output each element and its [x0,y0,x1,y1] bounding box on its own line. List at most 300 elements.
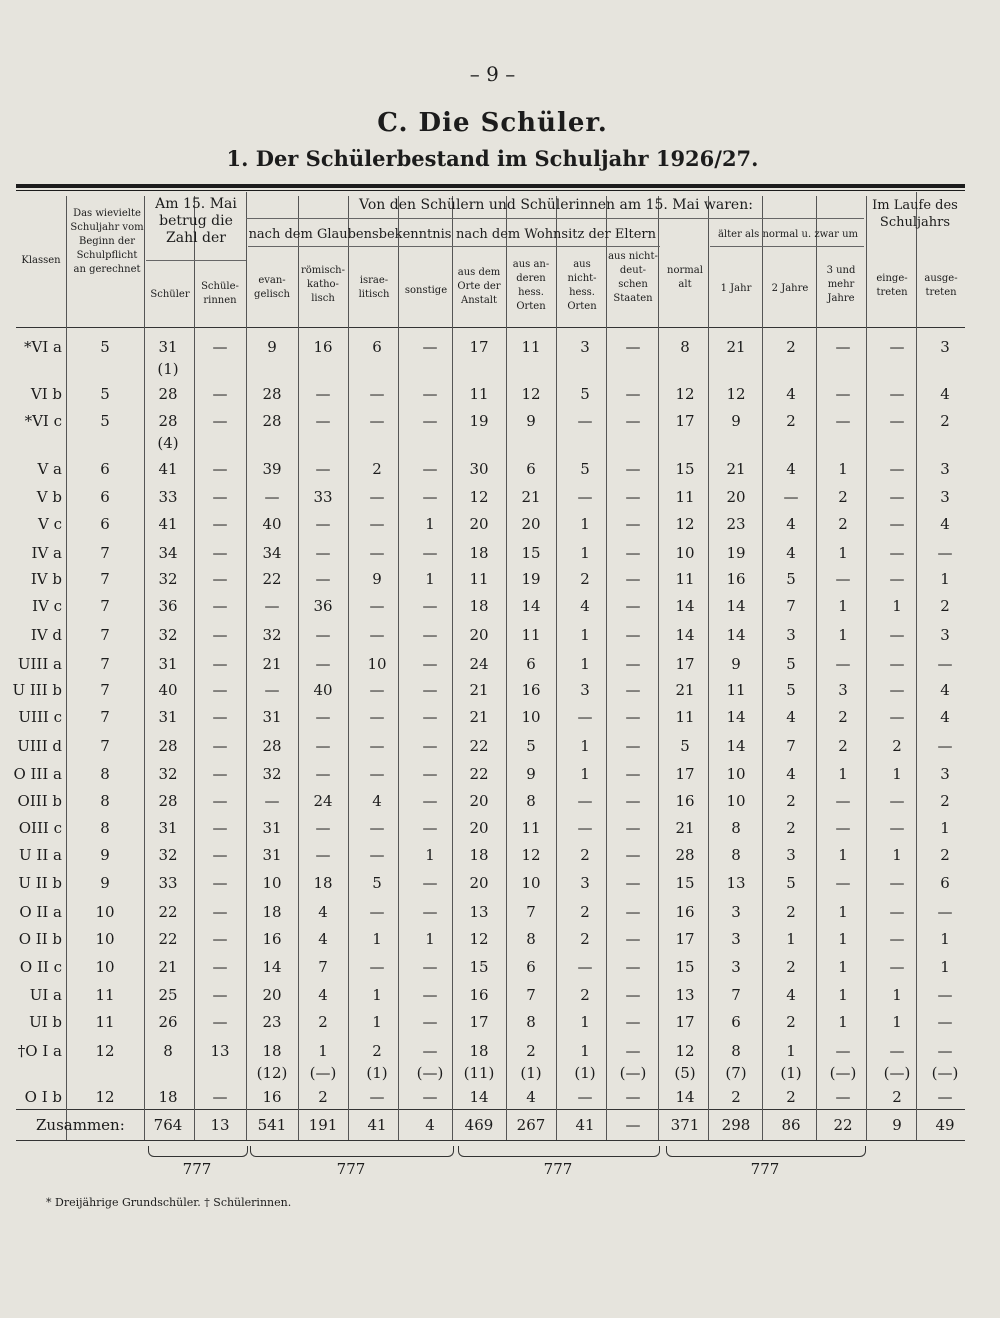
table-cell: 11 [726,681,746,699]
table-cell: — [835,1088,851,1106]
table-cell: — [889,385,905,403]
table-cell: 8 [526,930,536,948]
table-cell: 2 [892,1088,902,1106]
table-cell: — [577,792,593,810]
table-cell: 1 [838,903,848,921]
table-cell: 13 [210,1042,230,1060]
class-label: OIII b [17,792,62,810]
table-cell: 31 [262,708,282,726]
header-israelitisch: israe-litisch [358,275,390,300]
table-cell: 12 [95,1042,115,1060]
table-cell: 3 [940,460,950,478]
table-subcell: (1) [574,1064,596,1082]
table-cell: 3 [731,958,741,976]
table-cell: 5 [100,385,110,403]
table-cell: — [422,544,438,562]
table-cell: — [625,515,641,533]
table-cell: 41 [158,460,178,478]
table-cell: — [835,412,851,430]
totals-cell: 86 [781,1116,801,1134]
table-cell: — [369,385,385,403]
table-cell: 10 [95,903,115,921]
table-cell: — [889,1042,905,1060]
table-cell: 1 [940,819,950,837]
totals-cell: 541 [257,1116,287,1134]
class-label: IV c [32,597,62,615]
table-cell: 6 [940,874,950,892]
table-cell: 24 [469,655,489,673]
table-cell: 22 [158,903,178,921]
table-cell: 1 [838,930,848,948]
table-cell: 28 [262,412,282,430]
class-label: U II b [18,874,62,892]
table-cell: 2 [318,1013,328,1031]
table-cell: 3 [786,846,796,864]
table-cell: 8 [100,819,110,837]
table-cell: — [625,708,641,726]
table-cell: 3 [838,681,848,699]
table-cell: 17 [675,765,695,783]
table-cell: — [625,930,641,948]
table-cell: 4 [372,792,382,810]
table-cell: — [212,765,228,783]
table-cell: — [369,1088,385,1106]
table-cell: — [889,708,905,726]
table-cell: 7 [100,655,110,673]
table-cell: — [422,903,438,921]
table-cell: 5 [580,460,590,478]
table-cell: — [315,570,331,588]
table-cell: — [625,570,641,588]
table-cell: — [212,792,228,810]
table-cell: 2 [580,930,590,948]
table-cell: — [625,488,641,506]
table-cell: — [422,737,438,755]
table-cell: — [369,681,385,699]
table-cell: 41 [158,515,178,533]
header-3-jahre: 3 und mehr Jahre [826,265,856,304]
class-label: V b [36,488,62,506]
totals-cell: 371 [670,1116,700,1134]
table-subcell: (5) [674,1064,696,1082]
table-cell: 4 [786,986,796,1004]
table-cell: — [369,488,385,506]
header-sonstige: sonstige [404,285,448,296]
table-cell: 2 [838,708,848,726]
table-cell: 32 [158,846,178,864]
table-cell: 7 [526,986,536,1004]
table-cell: — [369,515,385,533]
totals-cell: — [625,1116,641,1134]
sum-brace [250,1146,454,1157]
table-cell: 6 [100,488,110,506]
table-cell: — [369,819,385,837]
table-cell: — [212,737,228,755]
table-cell: 1 [372,1013,382,1031]
table-cell: 23 [726,515,746,533]
class-label: IV d [30,626,62,644]
class-label: UIII c [18,708,62,726]
table-cell: — [937,544,953,562]
totals-top-rule [16,1109,965,1110]
table-cell: — [422,765,438,783]
table-cell: 1 [838,765,848,783]
table-cell: — [212,874,228,892]
table-cell: 15 [521,544,541,562]
table-cell: — [422,1013,438,1031]
table-cell: — [212,655,228,673]
table-cell: 1 [580,655,590,673]
table-cell: — [625,986,641,1004]
table-cell: — [835,792,851,810]
table-cell: — [577,708,593,726]
table-cell: 32 [158,626,178,644]
table-cell: 9 [372,570,382,588]
table-cell: 7 [786,737,796,755]
table-cell: — [369,412,385,430]
table-cell: — [889,488,905,506]
table-cell: — [625,655,641,673]
table-cell: 11 [469,570,489,588]
totals-cell: 22 [833,1116,853,1134]
table-cell: — [889,681,905,699]
table-cell: 10 [726,792,746,810]
table-cell: 2 [786,1013,796,1031]
table-cell: — [889,819,905,837]
header-roemisch: römisch-katho-lisch [300,265,346,304]
table-cell: 9 [731,412,741,430]
table-cell: — [422,792,438,810]
table-cell: — [422,708,438,726]
table-cell: — [625,903,641,921]
table-cell: 7 [100,544,110,562]
table-cell: 5 [680,737,690,755]
table-cell: 20 [726,488,746,506]
table-cell: 3 [940,626,950,644]
table-cell: 10 [675,544,695,562]
header-wievielte: Das wievielte Schuljahr vom Beginn der Schulpflicht an gerechnet [70,208,144,275]
table-cell: 1 [838,626,848,644]
table-cell: 28 [158,792,178,810]
table-cell: 14 [675,597,695,615]
table-cell: — [315,737,331,755]
table-cell: — [212,958,228,976]
table-subcell: (—) [309,1064,337,1082]
table-cell: 39 [262,460,282,478]
table-cell: 32 [262,626,282,644]
table-cell: 8 [731,1042,741,1060]
table-cell: — [625,792,641,810]
table-cell: 4 [526,1088,536,1106]
table-subcell: (7) [725,1064,747,1082]
table-cell: — [625,412,641,430]
table-cell: 20 [469,819,489,837]
table-cell: 7 [318,958,328,976]
table-cell: 11 [675,570,695,588]
table-cell: 21 [726,460,746,478]
table-cell: 20 [469,626,489,644]
table-cell: 20 [469,874,489,892]
header-normal: normal alt [667,265,703,290]
table-cell: 28 [158,737,178,755]
class-label: O II c [19,958,62,976]
table-cell: — [315,819,331,837]
table-cell: 1 [372,930,382,948]
table-cell: 1 [838,986,848,1004]
table-cell: 21 [675,681,695,699]
class-label: O I b [24,1088,62,1106]
table-cell: 7 [100,597,110,615]
table-cell: 11 [675,488,695,506]
header-aelter: älter als normal u. zwar um [717,229,859,240]
table-cell: — [577,819,593,837]
table-cell: 4 [786,385,796,403]
table-cell: — [212,460,228,478]
table-cell: 1 [786,930,796,948]
table-cell: — [625,626,641,644]
table-cell: — [577,958,593,976]
table-cell: 8 [731,846,741,864]
table-cell: — [422,460,438,478]
table-cell: 1 [892,597,902,615]
table-cell: — [422,655,438,673]
table-cell: 4 [318,930,328,948]
header-glaubens: nach dem Glaubensbekenntnis [248,227,452,242]
table-cell: 3 [731,903,741,921]
class-label: UIII a [17,655,62,673]
table-subcell: (12) [256,1064,288,1082]
table-cell: — [889,930,905,948]
table-cell: 2 [731,1088,741,1106]
totals-bottom-rule [16,1140,965,1141]
table-cell: 20 [469,515,489,533]
table-cell: 31 [158,655,178,673]
table-cell: 2 [892,737,902,755]
table-cell: — [315,412,331,430]
table-cell: 4 [318,903,328,921]
table-cell: 12 [675,515,695,533]
table-cell: 5 [580,385,590,403]
table-cell: 3 [580,338,590,356]
table-cell: 3 [580,681,590,699]
brace-sum: 777 [543,1160,573,1178]
table-cell: — [625,338,641,356]
table-cell: 21 [675,819,695,837]
table-cell: 40 [262,515,282,533]
table-cell: — [369,708,385,726]
sum-brace [148,1146,248,1157]
table-cell: 33 [158,488,178,506]
table-cell: 15 [675,958,695,976]
table-cell: 5 [372,874,382,892]
table-cell: 17 [469,1013,489,1031]
table-cell: — [889,515,905,533]
table-cell: 34 [262,544,282,562]
table-cell: 7 [100,681,110,699]
class-label: O II b [18,930,62,948]
table-cell: 28 [158,412,178,430]
table-cell: — [889,544,905,562]
table-cell: 14 [726,708,746,726]
table-cell: 14 [726,597,746,615]
table-cell: 1 [372,986,382,1004]
table-cell: 28 [675,846,695,864]
table-subcell: (—) [416,1064,444,1082]
table-cell: — [835,819,851,837]
table-cell: 10 [726,765,746,783]
table-cell: — [315,626,331,644]
table-cell: 2 [580,903,590,921]
table-cell: — [315,544,331,562]
table-cell: 2 [318,1088,328,1106]
table-cell: — [212,1013,228,1031]
totals-cell: 49 [935,1116,955,1134]
table-cell: 16 [675,792,695,810]
table-cell: 4 [786,515,796,533]
table-cell: 1 [838,460,848,478]
class-label: O II a [19,903,62,921]
header-2-jahre: 2 Jahre [771,283,809,294]
table-cell: 1 [425,846,435,864]
footnote: * Dreijährige Grundschüler. † Schülerinnen. [46,1196,292,1209]
table-cell: 40 [313,681,333,699]
table-cell: — [937,986,953,1004]
table-cell: 28 [262,737,282,755]
table-cell: 28 [158,385,178,403]
table-cell: 16 [313,338,333,356]
header-subrule [248,246,660,247]
table-cell: — [264,681,280,699]
table-cell: 6 [526,958,536,976]
top-rule [16,184,965,188]
brace-sum: 777 [750,1160,780,1178]
table-cell: 2 [580,846,590,864]
table-cell: — [422,681,438,699]
table-cell: 2 [940,597,950,615]
table-cell: 21 [469,681,489,699]
header-ausgetreten: ausge-treten [924,273,958,298]
table-cell: 31 [158,819,178,837]
table-cell: 31 [158,708,178,726]
table-cell: — [889,412,905,430]
table-cell: 7 [100,708,110,726]
table-cell: — [835,1042,851,1060]
table-cell: 18 [262,903,282,921]
totals-cell: 191 [308,1116,338,1134]
table-cell: 4 [786,708,796,726]
table-cell: 8 [100,792,110,810]
table-cell: 1 [580,1013,590,1031]
table-cell: 2 [786,958,796,976]
table-cell: — [264,488,280,506]
table-subcell: (1) [780,1064,802,1082]
totals-cell: 298 [721,1116,751,1134]
table-cell: — [889,958,905,976]
table-cell: 1 [940,930,950,948]
table-cell: — [212,338,228,356]
table-cell: 36 [313,597,333,615]
table-cell: 9 [731,655,741,673]
class-label: UIII d [17,737,62,755]
top-rule-thin [16,190,965,191]
table-cell: 14 [675,626,695,644]
table-cell: — [315,515,331,533]
table-cell: — [369,737,385,755]
header-evangelisch: evan-gelisch [254,275,290,300]
table-cell: 6 [100,515,110,533]
table-cell: 30 [469,460,489,478]
table-cell: 6 [526,655,536,673]
table-cell: 32 [158,765,178,783]
table-cell: 6 [100,460,110,478]
table-cell: — [625,681,641,699]
table-cell: 4 [786,460,796,478]
table-cell: 5 [526,737,536,755]
table-cell: 11 [95,1013,115,1031]
table-cell: 14 [521,597,541,615]
table-cell: 19 [469,412,489,430]
table-cell: 21 [469,708,489,726]
table-cell: 3 [731,930,741,948]
table-cell: 20 [521,515,541,533]
table-cell: — [783,488,799,506]
totals-cell: 9 [892,1116,902,1134]
table-cell: — [937,1013,953,1031]
table-cell: — [264,597,280,615]
table-cell: 7 [100,570,110,588]
table-cell: 4 [786,765,796,783]
table-cell: 31 [262,819,282,837]
table-cell: — [422,874,438,892]
table-cell: 14 [726,737,746,755]
table-cell: 2 [838,515,848,533]
class-label: VI b [30,385,62,403]
table-cell: 10 [367,655,387,673]
class-label: U II a [19,846,62,864]
totals-cell: 41 [575,1116,595,1134]
table-cell: 26 [158,1013,178,1031]
table-cell: 2 [786,819,796,837]
table-cell: 15 [469,958,489,976]
table-cell: 21 [521,488,541,506]
table-subcell: (1) [366,1064,388,1082]
header-anderen: aus an-deren hess. Orten [512,259,550,312]
table-cell: 11 [469,385,489,403]
table-subcell: (—) [931,1064,959,1082]
table-cell: 12 [675,385,695,403]
table-cell: 10 [521,874,541,892]
header-nichtdeutsch: aus nicht-deut-schen Staaten [608,251,658,304]
header-eingetreten: einge-treten [876,273,908,298]
table-cell: — [315,655,331,673]
table-cell: 7 [526,903,536,921]
table-cell: 2 [786,338,796,356]
table-cell: — [625,544,641,562]
table-cell: — [835,385,851,403]
header-am15: Am 15. Mai betrug die Zahl der [155,196,237,246]
class-label: UI a [29,986,62,1004]
table-cell: — [625,385,641,403]
table-cell: — [422,819,438,837]
table-cell: 20 [469,792,489,810]
table-cell: 9 [526,412,536,430]
table-cell: 4 [580,597,590,615]
table-cell: 7 [100,626,110,644]
table-cell: — [889,792,905,810]
table-cell: 1 [580,515,590,533]
page-number: – 9 – [469,62,516,86]
table-cell: 11 [521,819,541,837]
